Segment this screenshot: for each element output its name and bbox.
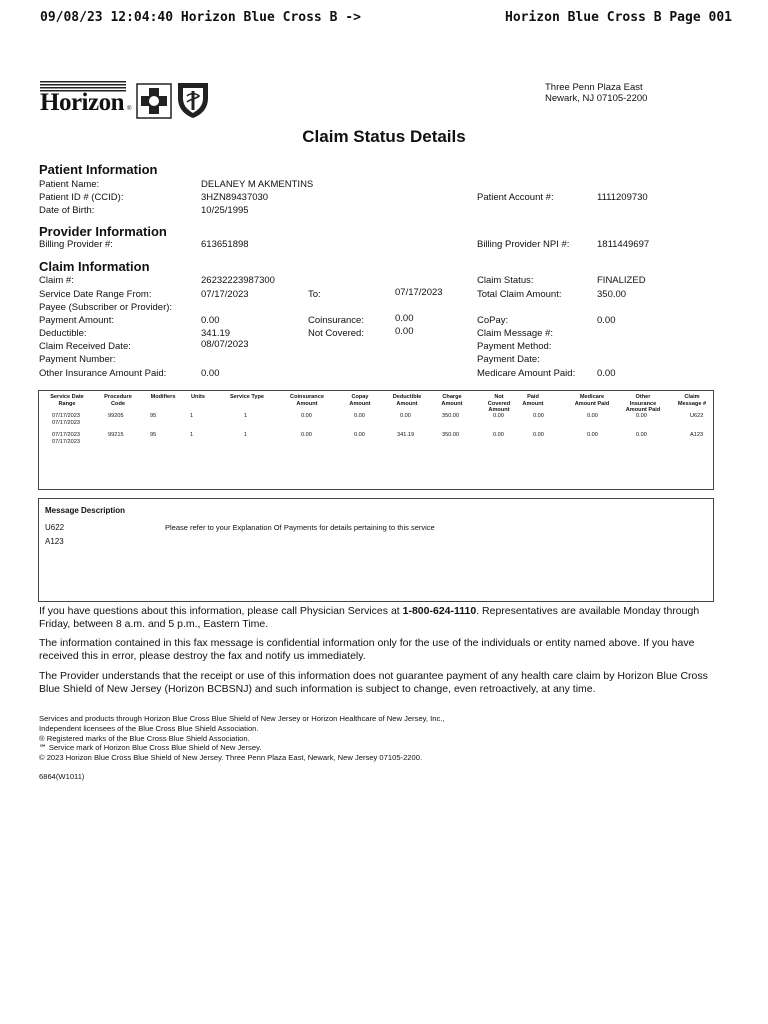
- service-from-value: 07/17/2023: [201, 289, 249, 300]
- deductible-label: Deductible:: [39, 328, 87, 339]
- payment-amount-value: 0.00: [201, 315, 220, 326]
- cell-service-date-from: 07/17/2023: [52, 413, 80, 419]
- cell-charge: 350.00: [442, 413, 460, 419]
- cell-claim-message: U622: [690, 413, 704, 419]
- cell-copay: 0.00: [354, 413, 365, 419]
- cell-charge: 350.00: [442, 432, 460, 438]
- cell-medicare: 0.00: [587, 413, 598, 419]
- cell-service-date-from: 07/17/2023: [52, 432, 80, 438]
- patient-account-label: Patient Account #:: [477, 192, 554, 203]
- cell-modifiers: 95: [150, 432, 157, 438]
- col-header-service-date: Service Date Range: [50, 394, 84, 407]
- physician-services-phone: 1-800-624-1110: [402, 605, 477, 617]
- cell-deductible: 0.00: [400, 413, 411, 419]
- patient-id-value: 3HZN89437030: [201, 192, 269, 203]
- not-covered-label: Not Covered:: [308, 328, 364, 339]
- cell-not-covered: 0.00: [493, 432, 504, 438]
- service-range-label: Service Date Range From:: [39, 289, 152, 300]
- cell-procedure-code: 99215: [108, 432, 124, 438]
- copay-value: 0.00: [597, 315, 616, 326]
- payment-method-label: Payment Method:: [477, 341, 552, 352]
- patient-account-value: 1111209730: [597, 192, 648, 203]
- blue-cross-icon: [135, 82, 173, 125]
- logo-text: Horizon: [40, 89, 124, 116]
- fax-header-right: Horizon Blue Cross B Page 001: [505, 10, 732, 25]
- coinsurance-value: 0.00: [395, 313, 414, 324]
- col-header-medicare: Medicare Amount Paid: [574, 394, 610, 407]
- claim-received-value: 08/07/2023: [201, 339, 249, 350]
- cell-coinsurance: 0.00: [301, 432, 312, 438]
- logo-registered-mark: ®: [127, 106, 132, 112]
- col-header-modifiers: Modifiers: [150, 394, 176, 400]
- payment-amount-label: Payment Amount:: [39, 315, 114, 326]
- dob-value: 10/25/1995: [201, 205, 249, 216]
- service-to-value: 07/17/2023: [395, 287, 443, 298]
- total-claim-value: 350.00: [597, 289, 627, 300]
- cell-coinsurance: 0.00: [301, 413, 312, 419]
- footer-legal-line-5: © 2023 Horizon Blue Cross Blue Shield of New Jersey. Three Penn Plaza East, Newark, New Jersey 07105-2200.: [39, 753, 423, 762]
- address-line-2: Newark, NJ 07105-2200: [545, 93, 648, 104]
- footer-legal-line-1: Services and products through Horizon Blue Cross Blue Shield of New Jersey or Horizon Healthcare of New Jersey, Inc.,: [39, 714, 445, 723]
- cell-not-covered: 0.00: [493, 413, 504, 419]
- cell-other-insurance: 0.00: [636, 432, 647, 438]
- patient-id-label: Patient ID # (CCID):: [39, 192, 124, 203]
- payment-number-label: Payment Number:: [39, 354, 116, 365]
- service-lines-table: [38, 390, 714, 490]
- claim-status-value: FINALIZED: [597, 275, 646, 286]
- message-code: A123: [45, 537, 64, 546]
- message-text: Please refer to your Explanation Of Payments for details pertaining to this service: [165, 523, 435, 532]
- claim-message-label: Claim Message #:: [477, 328, 554, 339]
- medicare-paid-value: 0.00: [597, 368, 616, 379]
- cell-other-insurance: 0.00: [636, 413, 647, 419]
- cell-service-date-to: 07/17/2023: [52, 419, 80, 426]
- service-to-label: To:: [308, 289, 321, 300]
- col-header-units: Units: [191, 394, 205, 400]
- footer-confidential-paragraph: The information contained in this fax message is confidential information only for the use of the individuals or entity named above. If you have received this in error, please destroy the fax and notify us immediately.: [39, 637, 695, 662]
- col-header-deductible: Deductible Amount: [392, 394, 422, 407]
- col-header-not-covered: Not Covered Amount: [487, 394, 511, 413]
- total-claim-label: Total Claim Amount:: [477, 289, 562, 300]
- cell-service-date-to: 07/17/2023: [52, 438, 80, 445]
- cell-modifiers: 95: [150, 413, 157, 419]
- cell-copay: 0.00: [354, 432, 365, 438]
- page-title: Claim Status Details: [302, 127, 466, 146]
- col-header-service-type: Service Type: [229, 394, 265, 400]
- other-insurance-value: 0.00: [201, 368, 220, 379]
- claim-info-heading: Claim Information: [39, 259, 150, 274]
- cell-paid: 0.00: [533, 413, 544, 419]
- billing-provider-label: Billing Provider #:: [39, 239, 113, 250]
- col-header-copay: Copay Amount: [349, 394, 371, 407]
- claim-number-label: Claim #:: [39, 275, 74, 286]
- not-covered-value: 0.00: [395, 326, 414, 337]
- footer-legal-line-3: ® Registered marks of the Blue Cross Blue Shield Association.: [39, 734, 250, 743]
- message-code: U622: [45, 523, 65, 532]
- coinsurance-label: Coinsurance:: [308, 315, 364, 326]
- col-header-coinsurance: Coinsurance Amount: [290, 394, 324, 407]
- cell-units: 1: [190, 432, 194, 438]
- fax-header-left: 09/08/23 12:04:40 Horizon Blue Cross B ->: [40, 10, 361, 25]
- billing-npi-label: Billing Provider NPI #:: [477, 239, 570, 250]
- billing-npi-value: 1811449697: [597, 239, 650, 250]
- deductible-value: 341.19: [201, 328, 231, 339]
- cell-medicare: 0.00: [587, 432, 598, 438]
- billing-provider-value: 613651898: [201, 239, 249, 250]
- dob-label: Date of Birth:: [39, 205, 95, 216]
- address-line-1: Three Penn Plaza East: [545, 82, 643, 93]
- message-description-heading: Message Description: [45, 506, 126, 515]
- footer-disclaimer-paragraph: The Provider understands that the receipt or use of this information does not guarantee payment of any health care claim by Horizon Blue Cross Blue Shield of New Jersey (Horizon BCBSNJ) and such information is subject to change, even retroactively, at any time.: [39, 670, 708, 695]
- col-header-procedure-code: Procedure Code: [104, 394, 132, 407]
- col-header-claim-message: Claim Message #: [677, 394, 707, 407]
- form-code: 6864(W1011): [39, 772, 85, 781]
- footer-legal-line-4: ℠ Service mark of Horizon Blue Cross Blue Shield of New Jersey.: [39, 743, 262, 752]
- other-insurance-label: Other Insurance Amount Paid:: [39, 368, 167, 379]
- medicare-paid-label: Medicare Amount Paid:: [477, 368, 576, 379]
- cell-units: 1: [190, 413, 194, 419]
- col-header-other-insurance: Other Insurance Amount Paid: [625, 394, 661, 413]
- claim-status-label: Claim Status:: [477, 275, 534, 286]
- claim-number-value: 26232223987300: [201, 275, 275, 286]
- col-header-paid: Paid Amount: [522, 394, 544, 407]
- claim-received-label: Claim Received Date:: [39, 341, 131, 352]
- cell-paid: 0.00: [533, 432, 544, 438]
- cell-service-type: 1: [244, 413, 248, 419]
- footer-legal-line-2: Independent licensees of the Blue Cross Blue Shield Association.: [39, 724, 259, 733]
- message-description-box: [38, 498, 714, 602]
- cell-service-type: 1: [244, 432, 248, 438]
- footer-questions-paragraph: If you have questions about this information, please call Physician Services at 1-800-624-1110. Representatives are available Monday through Friday, between 8 a.m. and 5 p.m., Eastern Time.: [39, 605, 700, 630]
- patient-name-value: DELANEY M AKMENTINS: [201, 179, 314, 190]
- patient-info-heading: Patient Information: [39, 162, 158, 177]
- cell-deductible: 341.19: [397, 432, 415, 438]
- cell-procedure-code: 99205: [108, 413, 124, 419]
- patient-name-label: Patient Name:: [39, 179, 100, 190]
- cell-claim-message: A123: [690, 432, 704, 438]
- company-address: [545, 82, 647, 104]
- copay-label: CoPay:: [477, 315, 509, 326]
- payee-label: Payee (Subscriber or Provider):: [39, 302, 173, 313]
- payment-date-label: Payment Date:: [477, 354, 540, 365]
- blue-shield-icon: [175, 80, 211, 125]
- col-header-charge: Charge Amount: [441, 394, 463, 407]
- provider-info-heading: Provider Information: [39, 224, 167, 239]
